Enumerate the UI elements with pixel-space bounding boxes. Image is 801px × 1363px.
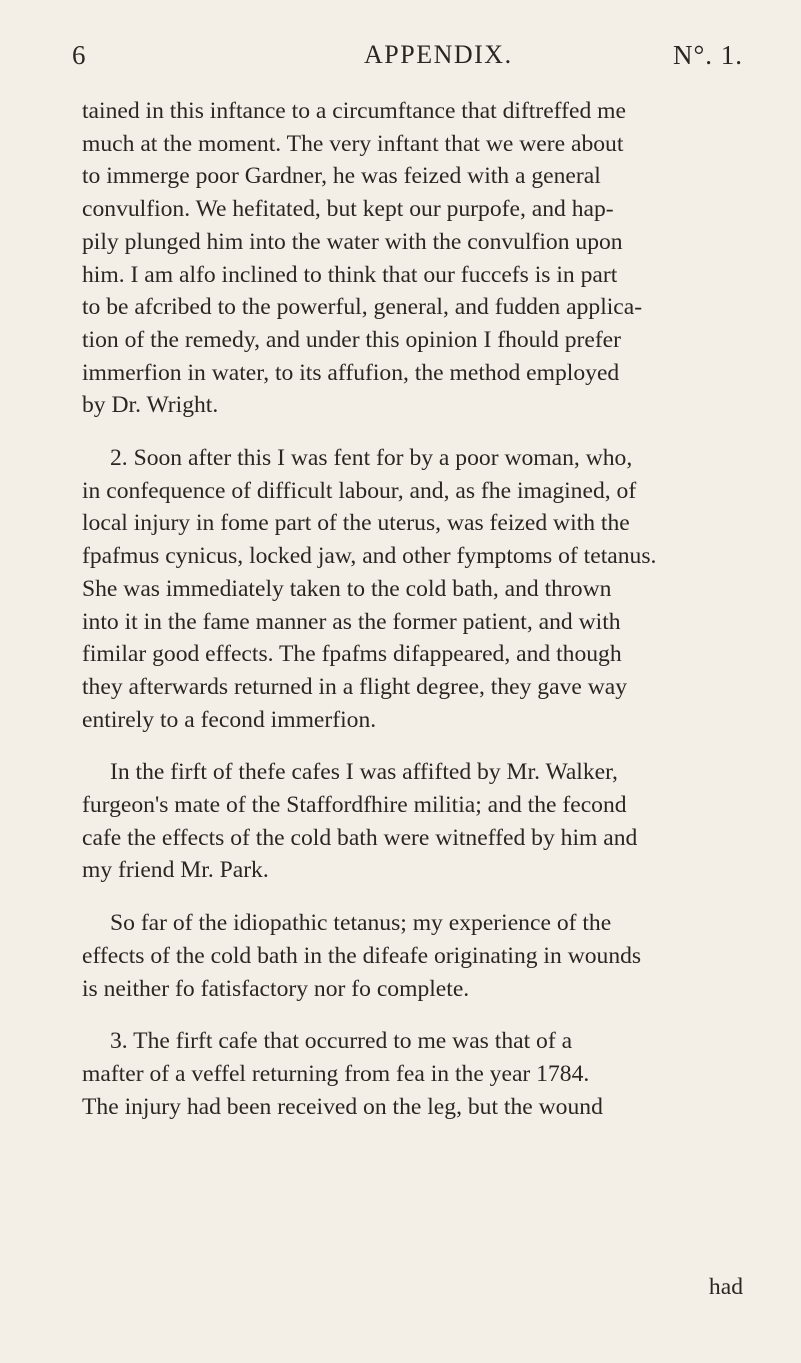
text-line: tion of the remedy, and under this opinion I fhould prefer — [82, 326, 622, 353]
body-text — [82, 95, 755, 1123]
text-line: cafe the effects of the cold bath were witneffed by him and — [82, 824, 638, 851]
text-line: 3. The firft cafe that occurred to me was that of a — [110, 1028, 573, 1055]
paragraph-case-3 — [82, 1025, 755, 1123]
text-line: in confequence of difficult labour, and, as fhe imagined, of — [82, 477, 637, 504]
text-line: 2. Soon after this I was fent for by a poor woman, who, — [110, 445, 633, 472]
paragraph-gap — [82, 736, 755, 756]
text-line: So far of the idiopathic tetanus; my experience of the — [110, 910, 612, 937]
text-line: my friend Mr. Park. — [82, 857, 269, 884]
text-line: much at the moment. The very inftant that we were about — [82, 130, 624, 157]
text-line: him. I am alfo inclined to think that our fuccefs is in part — [82, 261, 618, 288]
text-line: furgeon's mate of the Staffordfhire militia; and the fecond — [82, 792, 627, 819]
text-line: pily plunged him into the water with the convulfion upon — [82, 228, 623, 255]
paragraph-case-2 — [82, 442, 755, 736]
text-line: convulfion. We hefitated, but kept our purpofe, and hap- — [82, 196, 614, 223]
text-line: local injury in fome part of the uterus, was feized with the — [82, 510, 630, 537]
text-line: entirely to a fecond immerfion. — [82, 706, 377, 733]
running-title: APPENDIX. — [364, 40, 513, 69]
text-line: by Dr. Wright. — [82, 392, 219, 419]
text-line: tained in this inftance to a circumftance that diftreffed me — [82, 98, 626, 124]
text-line: is neither fo fatisfactory nor fo complete. — [82, 975, 470, 1002]
paragraph-gap — [82, 887, 755, 907]
text-line: mafter of a veffel returning from fea in the year 1784. — [82, 1060, 590, 1087]
text-line: effects of the cold bath in the difeafe originating in wounds — [82, 942, 642, 969]
text-line: immerfion in water, to its affufion, the method employed — [82, 359, 620, 386]
text-line: fimilar good effects. The fpafms difappeared, and though — [82, 641, 622, 668]
paragraph-assistants — [82, 756, 755, 887]
text-line: The injury had been received on the leg, but the wound — [82, 1093, 603, 1120]
text-line: In the firft of thefe cafes I was affifted by Mr. Walker, — [110, 759, 618, 786]
text-line: to be afcribed to the powerful, general, and fudden applica- — [82, 294, 643, 321]
page-number: 6 — [72, 40, 87, 70]
catchword: had — [708, 1274, 743, 1300]
paragraph-idiopathic — [82, 907, 755, 1005]
paragraph-continued — [82, 95, 755, 422]
page-header — [72, 40, 743, 80]
section-number: N°. 1. — [672, 40, 743, 70]
paragraph-gap — [82, 1005, 755, 1025]
paragraph-gap — [82, 422, 755, 442]
text-line: into it in the fame manner as the former patient, and with — [82, 608, 621, 635]
text-line: She was immediately taken to the cold bath, and thrown — [82, 575, 612, 602]
text-line: fpafmus cynicus, locked jaw, and other fymptoms of tetanus. — [82, 543, 657, 570]
text-line: to immerge poor Gardner, he was feized with a general — [82, 163, 601, 190]
text-line: they afterwards returned in a flight degree, they gave way — [82, 673, 628, 700]
